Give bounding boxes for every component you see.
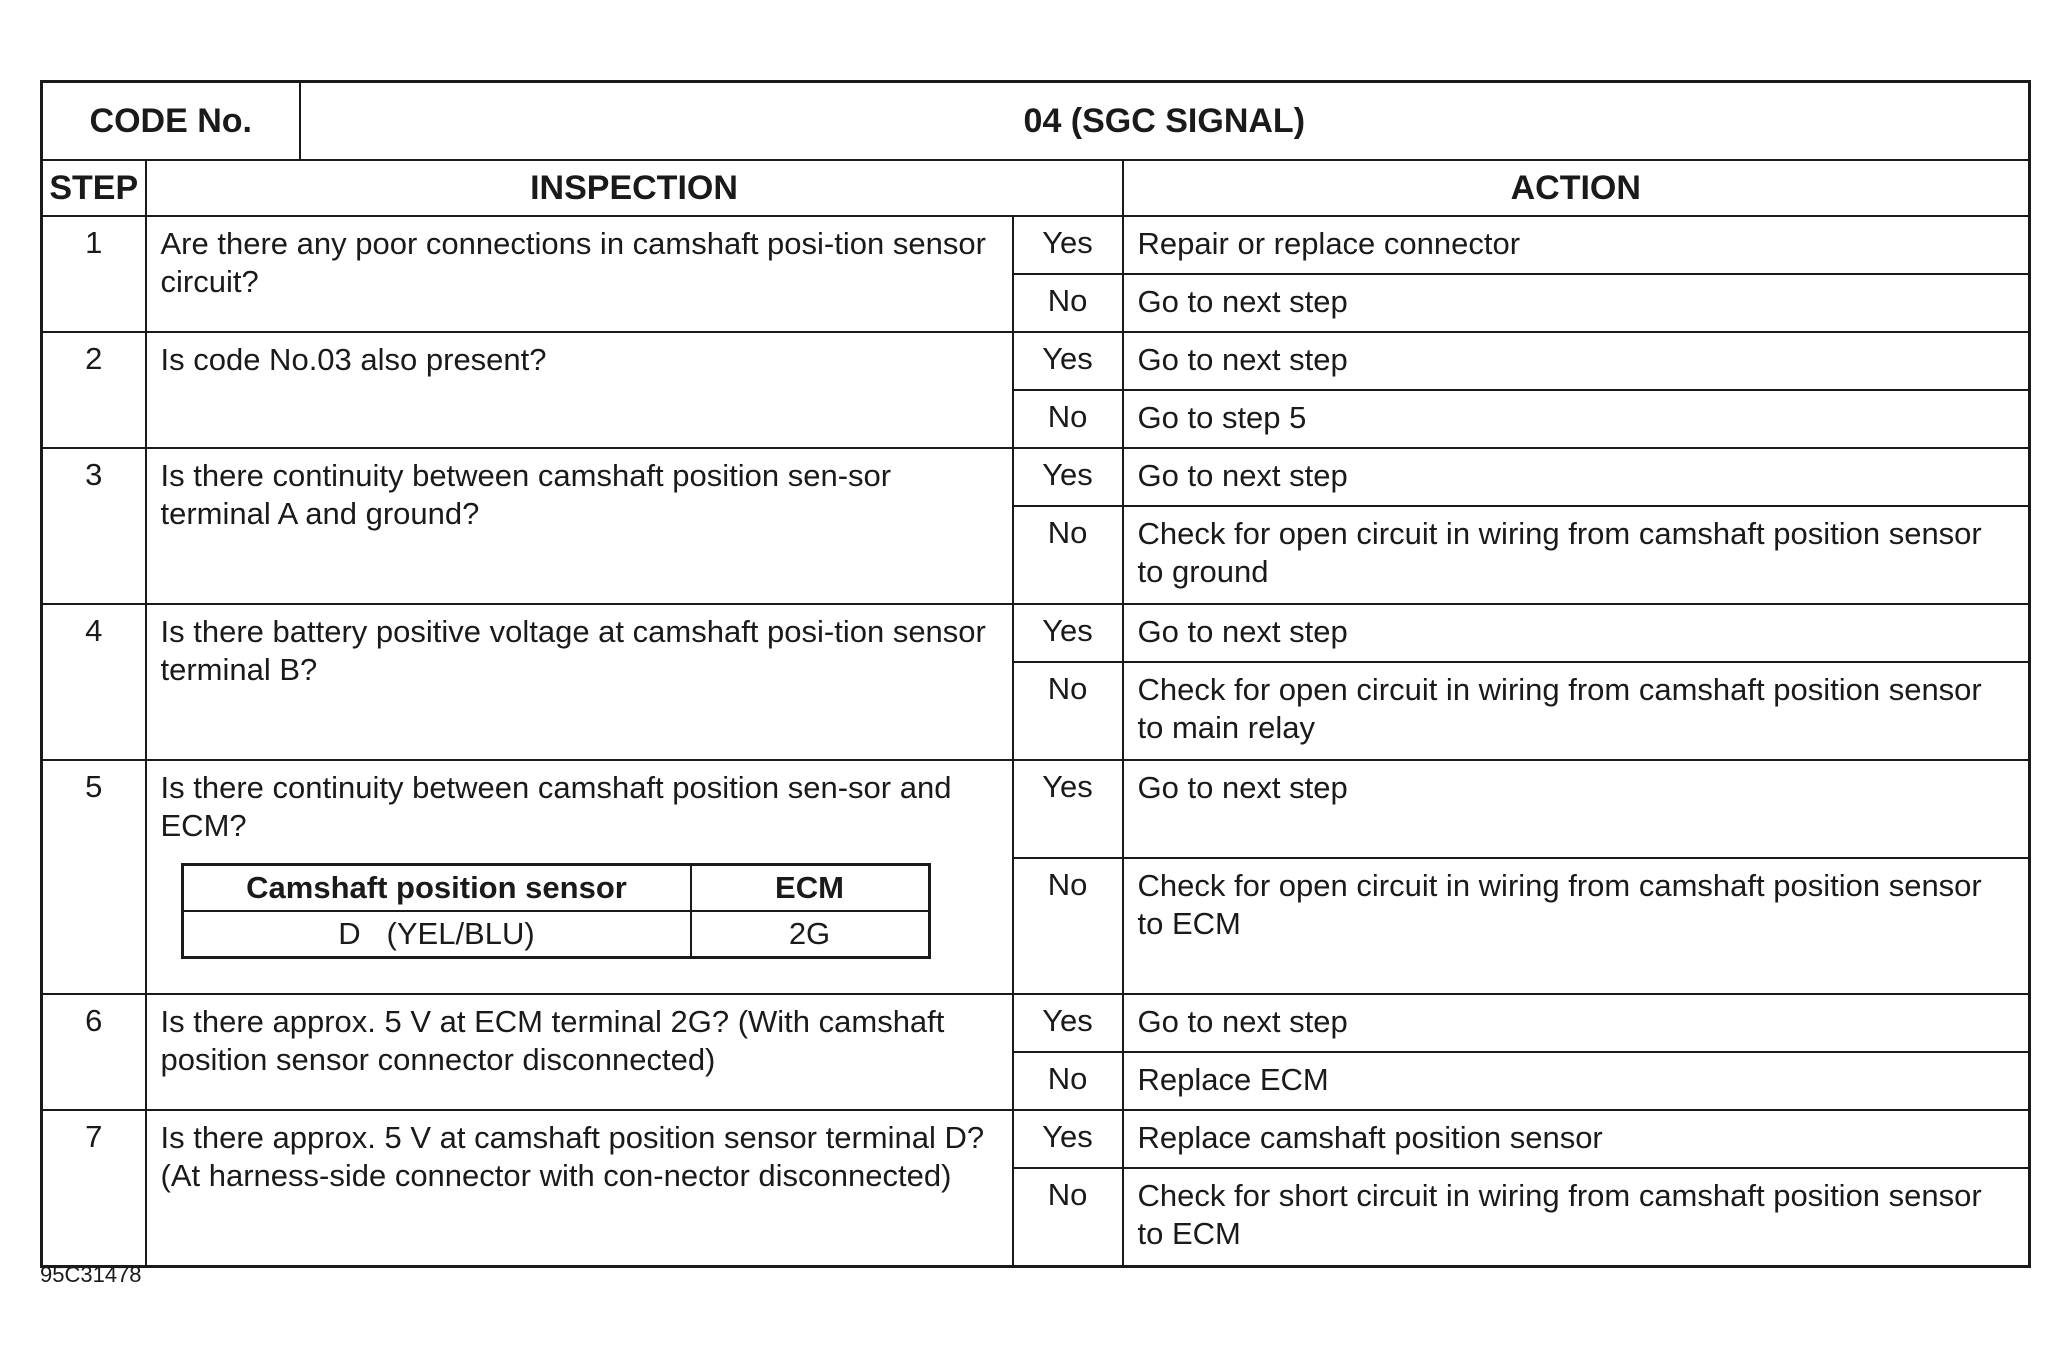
yes-label: Yes — [1013, 604, 1123, 662]
yes-action: Replace camshaft position sensor — [1123, 1110, 2030, 1168]
inspection-cell — [146, 760, 1013, 994]
step-row — [42, 332, 2030, 390]
yes-action: Go to next step — [1123, 604, 2030, 662]
yes-action: Go to next step — [1123, 448, 2030, 506]
inspection-question: Is code No.03 also present? — [146, 332, 1013, 448]
step-number: 3 — [42, 448, 146, 604]
yes-action: Go to next step — [1123, 994, 2030, 1052]
step-row — [42, 604, 2030, 662]
connection-subtable — [181, 863, 931, 959]
no-action: Go to next step — [1123, 274, 2030, 332]
no-action: Check for open circuit in wiring from camshaft position sensor to ground — [1123, 506, 2030, 604]
no-label: No — [1013, 506, 1123, 604]
no-action: Go to step 5 — [1123, 390, 2030, 448]
step-row — [42, 760, 2030, 858]
yes-label: Yes — [1013, 994, 1123, 1052]
no-label: No — [1013, 662, 1123, 760]
step-row — [42, 994, 2030, 1052]
step-column-header: STEP — [42, 160, 146, 216]
no-label: No — [1013, 1052, 1123, 1110]
no-action: Check for open circuit in wiring from camshaft position sensor to main relay — [1123, 662, 2030, 760]
inspection-question: Is there continuity between camshaft position sen-sor terminal A and ground? — [146, 448, 1013, 604]
code-number-label: CODE No. — [42, 82, 300, 161]
diagnostic-flow-table — [40, 80, 2031, 1268]
inspection-question: Is there approx. 5 V at camshaft position sensor terminal D? (At harness-side connector with con-nector disconnected) — [146, 1110, 1013, 1267]
step-row — [42, 1110, 2030, 1168]
no-action: Replace ECM — [1123, 1052, 2030, 1110]
inspection-question: Is there battery positive voltage at camshaft posi-tion sensor terminal B? — [146, 604, 1013, 760]
yes-label: Yes — [1013, 1110, 1123, 1168]
no-action: Check for open circuit in wiring from camshaft position sensor to ECM — [1123, 858, 2030, 994]
yes-label: Yes — [1013, 332, 1123, 390]
step-row — [42, 216, 2030, 274]
no-label: No — [1013, 390, 1123, 448]
inspection-question: Is there continuity between camshaft position sen-sor and ECM? — [160, 770, 952, 843]
subtable-ecm-terminal: 2G — [691, 911, 930, 958]
no-label: No — [1013, 1168, 1123, 1267]
code-number-value: 04 (SGC SIGNAL) — [300, 82, 2030, 161]
subtable-sensor-terminal: D (YEL/BLU) — [182, 911, 691, 958]
no-action: Check for short circuit in wiring from camshaft position sensor to ECM — [1123, 1168, 2030, 1267]
step-row — [42, 448, 2030, 506]
column-header-row — [42, 160, 2030, 216]
figure-id: 95C31478 — [40, 1262, 142, 1287]
step-number: 1 — [42, 216, 146, 332]
yes-label: Yes — [1013, 760, 1123, 858]
yes-action: Repair or replace connector — [1123, 216, 2030, 274]
yes-label: Yes — [1013, 448, 1123, 506]
yes-action: Go to next step — [1123, 332, 2030, 390]
inspection-question: Is there approx. 5 V at ECM terminal 2G? (With camshaft position sensor connector disconnected) — [146, 994, 1013, 1110]
subtable-header-sensor: Camshaft position sensor — [182, 865, 691, 912]
step-number: 4 — [42, 604, 146, 760]
diagnostic-flow-table-container — [40, 80, 2028, 1268]
subtable-header-ecm: ECM — [691, 865, 930, 912]
step-number: 2 — [42, 332, 146, 448]
yes-action: Go to next step — [1123, 760, 2030, 858]
no-label: No — [1013, 274, 1123, 332]
yes-label: Yes — [1013, 216, 1123, 274]
code-header-row — [42, 82, 2030, 161]
step-number: 5 — [42, 760, 146, 994]
action-column-header: ACTION — [1123, 160, 2030, 216]
subtable-header-row — [182, 865, 929, 912]
inspection-column-header: INSPECTION — [146, 160, 1123, 216]
step-number: 6 — [42, 994, 146, 1110]
subtable-row — [182, 911, 929, 958]
no-label: No — [1013, 858, 1123, 994]
inspection-question: Are there any poor connections in camshaft posi-tion sensor circuit? — [146, 216, 1013, 332]
step-number: 7 — [42, 1110, 146, 1267]
